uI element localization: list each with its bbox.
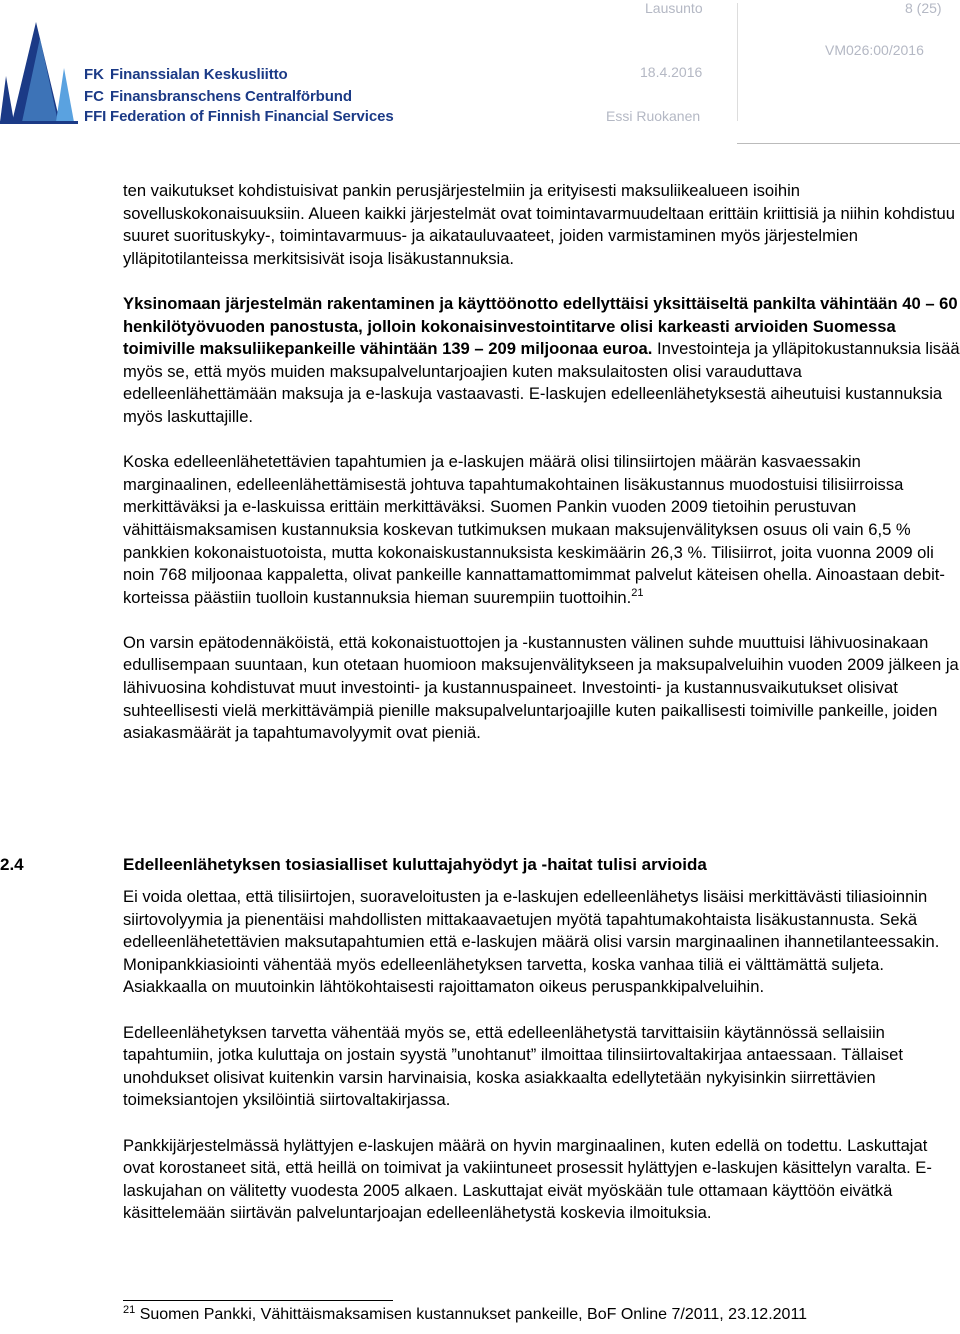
doc-date: 18.4.2016 bbox=[640, 64, 703, 80]
paragraph-3-text: Koska edelleenlähetettävien tapahtumien ja e-laskujen määrä olisi tilinsiirtojen määrän kasvaessakin marginaalinen, edelleenlähettämisestä johtuva tapahtumakohtainen lisäkustannus muodostuisi tilisiirroissa merkittäväksi ja e-laskuissa erittäin merkittäväksi. Suomen Pankin vuoden 2009 tietoihin perustuvan vähittäismaksamisen kustannuksia koskevan tutkimuksen mukaan maksujenvälityksen osuus oli vain 6,5 % pankkien kokonaistuotoista, mutta kokonaiskustannuksista keskimäärin 26,3 %. Tilisiirrot, joita vuonna 2009 oli noin 768 miljoonaa kappaletta, olivat pankeille kannattamattomimmat palvelut käteisen ohella. Ainoastaan debit-korteissa päästiin tuolloin kustannuksia hieman suurempiin tuottoihin. bbox=[123, 452, 945, 607]
section-title: Edelleenlähetyksen tosiasialliset kuluttajahyödyt ja -haitat tulisi arvioida bbox=[123, 855, 707, 874]
section-paragraph-3: Pankkijärjestelmässä hylättyjen e-laskujen määrä on hyvin marginaalinen, kuten edellä on todettu. Laskuttajat ovat korostaneet sitä, että heillä on toimivat ja vakiintuneet prosessit hylättyjen e-laskujen käsittelyn varalta. E-laskujahan on välitetty vuodesta 2005 alkaen. Laskuttajat eivät myöskään tule ottamaan käyttöön eivätkä käsittelemään siirtävän palveluntarjoajan edelleenlähetystä koskevia ilmoituksia. bbox=[123, 1135, 932, 1223]
doc-type: Lausunto bbox=[645, 0, 703, 16]
section-number: 2.4 bbox=[0, 855, 24, 874]
footnote-rule bbox=[123, 1300, 393, 1301]
page-number: 8 (25) bbox=[905, 0, 942, 16]
footnote-text: Suomen Pankki, Vähittäismaksamisen kustannukset pankeille, BoF Online 7/2011, 23.12.2011 bbox=[135, 1306, 808, 1323]
logo-line-ffi: FFI Federation of Finnish Financial Services bbox=[84, 108, 394, 125]
paragraph-4: On varsin epätodennäköistä, että kokonaistuottojen ja -kustannusten välinen suhde muuttuisi lähivuosinakaan edullisempaan suuntaan, kun otetaan huomioon maksujenvälitykseen ja maksupalveluihin vuoden 2009 jälkeen ja lähivuosina kohdistuvat muut investointi- ja kustannuspaineet. Investointi- ja kustannusvaikutukset olisivat suhteellisesti vielä merkittävämpiä pienille maksupalveluntarjoajille kuten paikallisesti toimiville pankeille, joiden asiakasmäärät ja tapahtumavolyymit ovat pieniä. bbox=[123, 632, 959, 743]
footnote-ref: 21 bbox=[631, 586, 644, 599]
paragraph-3 bbox=[123, 451, 960, 609]
header-rule bbox=[737, 143, 960, 144]
paragraph-1: ten vaikutukset kohdistuisivat pankin perusjärjestelmiin ja erityisesti maksuliikealueen isoihin sovelluskokonaisuuksiin. Alueen kaikki järjestelmät ovat toimintavarmuudeltaan erittäin kriittisiä ja niihin kohdistuu suuret suorituskyky-, toimintavarmuus- ja aikatauluvaateet, joiden varmistaminen myös järjestelmien ylläpitotilanteissa merkitsisivät isoja lisäkustannuksia. bbox=[123, 181, 955, 268]
logo-line-fk: FK Finanssialan Keskusliitto bbox=[84, 66, 288, 83]
footnote bbox=[123, 1306, 807, 1324]
logo-line-fc: FC Finansbranschens Centralförbund bbox=[84, 88, 352, 105]
paragraph-2-bold: Yksinomaan järjestelmän rakentaminen ja käyttöönotto edellyttäisi yksittäiseltä pankilta vähintään 40 – 60 henkilötyövuoden panostusta, jolloin kokonaisinvestointitarve olisi karkeasti arvioiden Suomessa toimiville maksuliikepankeille vähintään 139 – 209 miljoonaa euroa. bbox=[123, 293, 958, 359]
footnote-number: 21 bbox=[123, 1304, 136, 1316]
paragraph-2-rest: Investointeja ja ylläpitokustannuksia lisää myös se, että myös muiden maksupalveluntarjoajien kuten maksulaitosten olisi varauduttava edelleenlähettämään maksuja ja e-laskuja vastaavasti. E-laskujen edelleenlähetyksestä aiheutuisi kustannuksia myös laskuttajille. bbox=[123, 339, 960, 426]
paragraph-2 bbox=[123, 293, 960, 429]
body-block-1 bbox=[123, 180, 960, 745]
body-block-2 bbox=[123, 886, 960, 1225]
section-paragraph-1: Ei voida olettaa, että tilisiirtojen, suoraveloitusten ja e-laskujen edelleenlähetys lisäisi merkittävästi tiliasioinnin siirtovolyymia ja pienentäisi mahdollisten mittakaavaetujen myötä tapahtumakohtaista lisäkustannusta. Sekä edelleenlähetettävien maksutapahtumien että e-laskujen määrä olisi varsin marginaalinen ihannetilanteessakin. Monipankkiasiointi vähentää myös edelleenlähetyksen tarvetta, koska vanhaa tiliä ei välttämättä suljeta. Asiakkaalla on muutoinkin lähtökohtaisesti rajoittamaton oikeus peruspankkipalveluihin. bbox=[123, 887, 940, 997]
header-divider bbox=[737, 3, 738, 121]
doc-reference: VM026:00/2016 bbox=[825, 42, 924, 58]
doc-author: Essi Ruokanen bbox=[606, 108, 701, 124]
section-paragraph-2: Edelleenlähetyksen tarvetta vähentää myös se, että edelleenlähetystä tarvittaisiin käytännössä sellaisiin tapahtumiin, jotka kuluttaja on jostain syystä ”unohtanut” ilmoittaa tilinsiirtovaltakirjaa antaessaan. Tällaiset unohdukset olisivat kuitenkin varsin harvinaisia, koska asiakkaalta edellytetään nykyisinkin siirrettävien toimeksiantojen yksilöintiä siirtovaltakirjassa. bbox=[123, 1022, 904, 1110]
